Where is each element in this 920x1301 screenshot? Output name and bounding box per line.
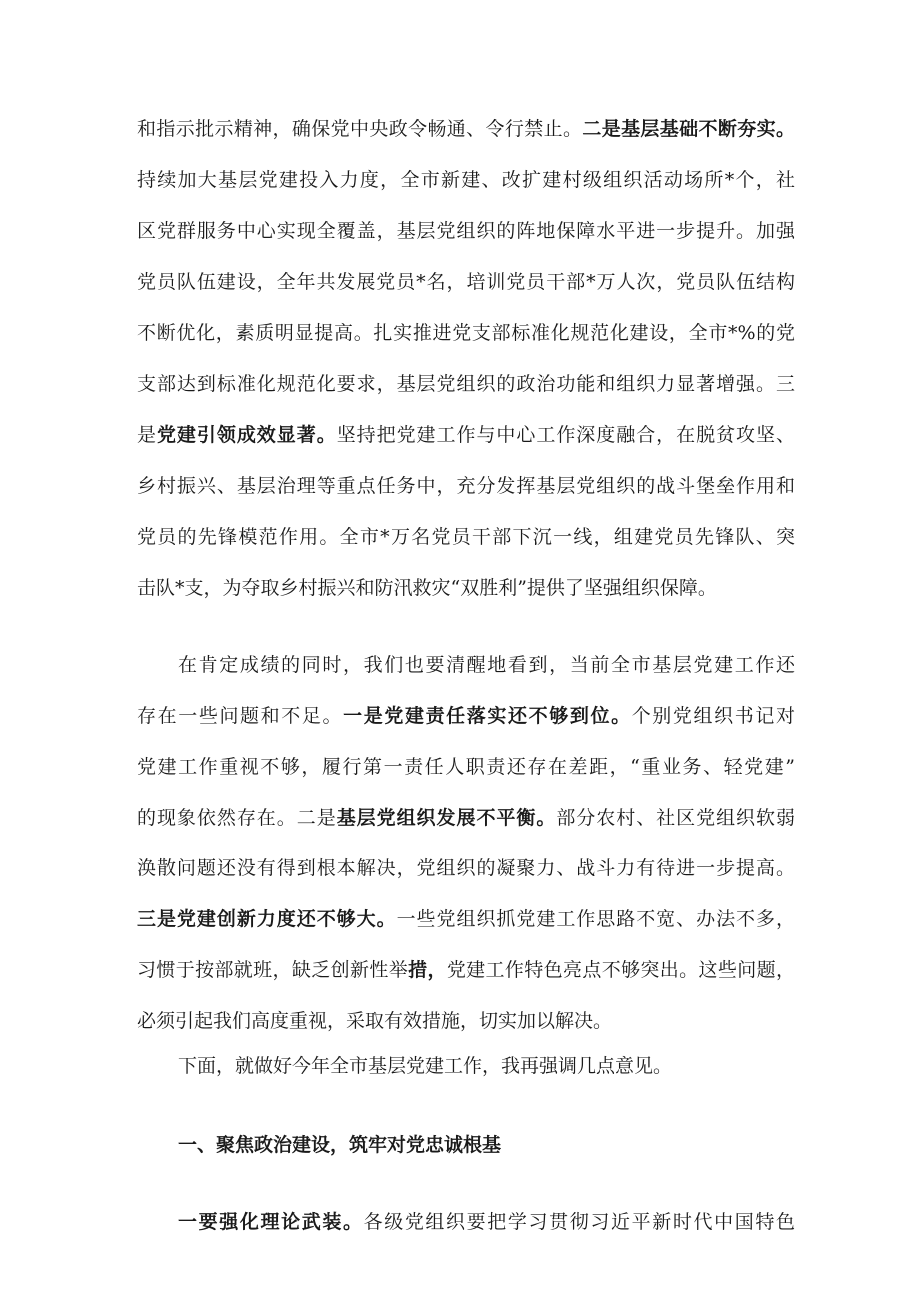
text-line bbox=[137, 904, 795, 934]
text-line bbox=[137, 318, 795, 348]
text-run: 是 bbox=[137, 424, 157, 446]
bold-text-run: 二是基层基础不断夯实。 bbox=[582, 118, 795, 140]
text-line bbox=[137, 522, 795, 552]
text-run: 乡村振兴、基层治理等重点任务中，充分发挥基层党组织的战斗堡垒作用和 bbox=[137, 475, 795, 497]
text-line bbox=[137, 1006, 795, 1036]
text-line bbox=[137, 114, 795, 144]
text-run: 一些党组织抓党建工作思路不宽、办法不多， bbox=[396, 908, 795, 930]
text-line bbox=[137, 369, 795, 399]
text-run: 涣散问题还没有得到根本解决，党组织的凝聚力、战斗力有待进一步提高。 bbox=[137, 857, 795, 879]
text-line bbox=[137, 955, 795, 985]
text-run: 下面，就做好今年全市基层党建工作，我再强调几点意见。 bbox=[178, 1055, 673, 1077]
bold-text-run: 一、聚焦政治建设，筑牢对党忠诚根基 bbox=[178, 1134, 502, 1156]
bold-text-run: 措， bbox=[408, 959, 447, 981]
text-line bbox=[137, 573, 795, 603]
text-line bbox=[137, 853, 795, 883]
bold-text-run: 基层党组织发展不平衡。 bbox=[336, 807, 557, 829]
text-line bbox=[137, 752, 795, 782]
text-run: 不断优化，素质明显提高。扎实推进党支部标准化规范化建设，全市*%的党 bbox=[137, 322, 795, 344]
text-run: 习惯于按部就班，缺乏创新性举 bbox=[137, 959, 409, 981]
text-run: 党员的先锋模范作用。全市*万名党员干部下沉一线，组建党员先锋队、突 bbox=[137, 526, 795, 548]
text-run: 的现象依然存在。二是 bbox=[137, 807, 337, 829]
section-heading bbox=[178, 1130, 795, 1160]
text-line bbox=[137, 803, 795, 833]
bold-text-run: 党建引领成效显著。 bbox=[156, 424, 337, 446]
text-run: 持续加大基层党建投入力度，全市新建、改扩建村级组织活动场所*个，社 bbox=[137, 169, 795, 191]
text-run: 部分农村、社区党组织软弱 bbox=[556, 807, 795, 829]
bold-text-run: 一是党建责任落实还不够到位。 bbox=[343, 705, 632, 727]
text-run: 在肯定成绩的同时，我们也要清醒地看到，当前全市基层党建工作还 bbox=[178, 654, 795, 676]
text-line bbox=[137, 420, 795, 450]
text-line bbox=[178, 650, 795, 680]
text-run: 击队*支，为夺取乡村振兴和防汛救灾“双胜利”提供了坚强组织保障。 bbox=[137, 577, 717, 599]
text-line bbox=[137, 471, 795, 501]
text-run: 和指示批示精神，确保党中央政令畅通、令行禁止。 bbox=[137, 118, 583, 140]
text-run: 区党群服务中心实现全覆盖，基层党组织的阵地保障水平进一步提升。加强 bbox=[137, 220, 795, 242]
text-run: 各级党组织要把学习贯彻习近平新时代中国特色 bbox=[363, 1211, 795, 1233]
text-run: 坚持把党建工作与中心工作深度融合，在脱贫攻坚、 bbox=[336, 424, 795, 446]
text-run: 必须引起我们高度重视，采取有效措施，切实加以解决。 bbox=[137, 1010, 613, 1032]
text-run: 支部达到标准化规范化要求，基层党组织的政治功能和组织力显著增强。三 bbox=[137, 373, 795, 395]
bold-text-run: 三是党建创新力度还不够大。 bbox=[137, 908, 397, 930]
text-line bbox=[137, 216, 795, 246]
text-line bbox=[178, 1051, 795, 1081]
bold-text-run: 一要强化理论武装。 bbox=[178, 1211, 364, 1233]
text-line bbox=[178, 1207, 795, 1237]
text-line bbox=[137, 267, 795, 297]
text-line bbox=[137, 165, 795, 195]
text-run: 存在一些问题和不足。 bbox=[137, 705, 344, 727]
text-run: 个别党组织书记对 bbox=[631, 705, 795, 727]
text-run: 党建工作特色亮点不够突出。这些问题， bbox=[446, 959, 795, 981]
text-run: 党员队伍建设，全年共发展党员*名，培训党员干部*万人次，党员队伍结构 bbox=[137, 271, 795, 293]
text-line bbox=[137, 701, 795, 731]
text-run: 党建工作重视不够，履行第一责任人职责还存在差距，“重业务、轻党建” bbox=[137, 756, 795, 778]
